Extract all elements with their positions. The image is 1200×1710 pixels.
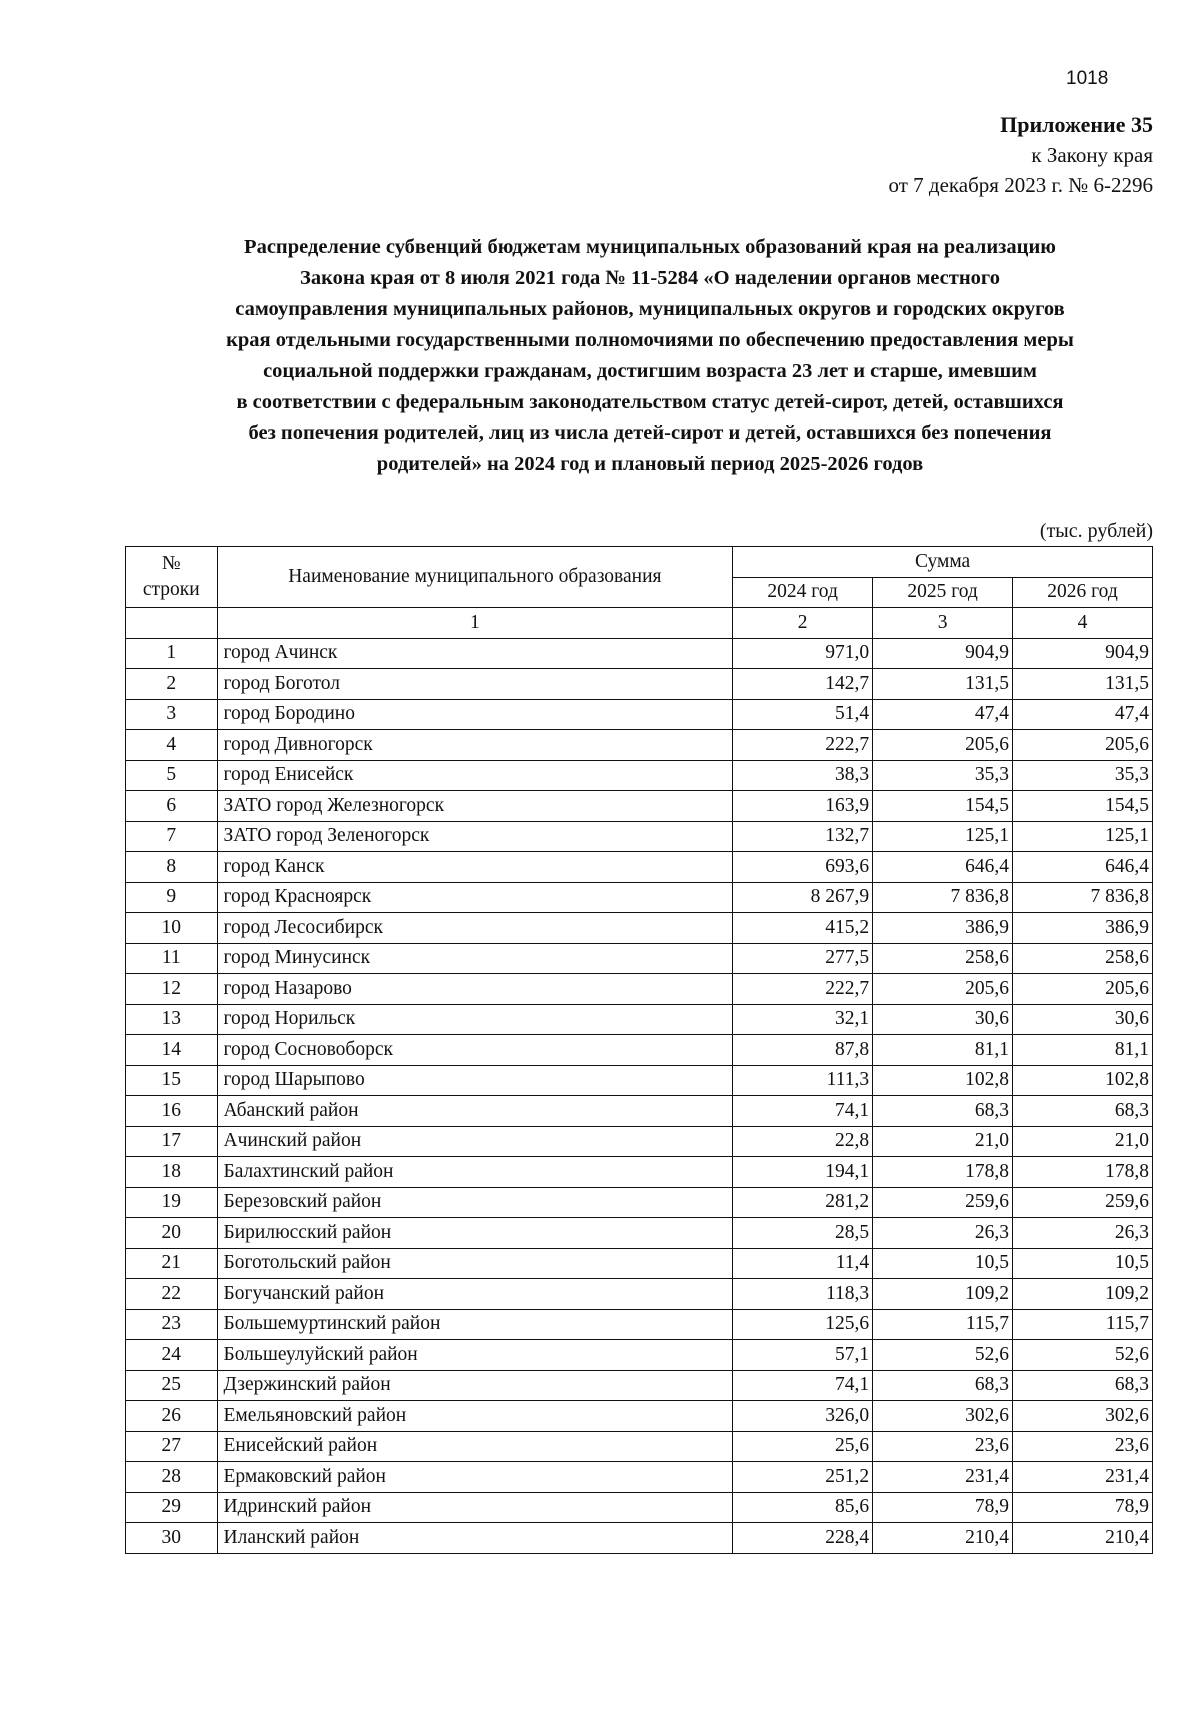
- table-row: [126, 669, 1153, 700]
- row-number: 26: [126, 1401, 218, 1432]
- amount-2024: 251,2: [733, 1462, 873, 1493]
- table-header-row: [126, 547, 1153, 578]
- municipality-name: город Минусинск: [217, 943, 733, 974]
- header-number-word: строки: [142, 579, 200, 600]
- title-line: Распределение субвенций бюджетам муниципальных образований края на реализацию: [244, 236, 1056, 258]
- row-number: 4: [126, 730, 218, 761]
- amount-2025: 78,9: [873, 1492, 1013, 1523]
- amount-2026: 125,1: [1013, 821, 1153, 852]
- header-sum: Сумма: [733, 547, 1153, 578]
- amount-2026: 26,3: [1013, 1218, 1153, 1249]
- title-line: в соответствии с федеральным законодательством статус детей-сирот, детей, оставшихся: [236, 391, 1064, 413]
- amount-2024: 163,9: [733, 791, 873, 822]
- row-number: 9: [126, 882, 218, 913]
- amount-2025: 52,6: [873, 1340, 1013, 1371]
- title-line: Закона края от 8 июля 2021 года № 11-5284 «О наделении органов местного: [300, 267, 1000, 289]
- amount-2025: 231,4: [873, 1462, 1013, 1493]
- table-row: [126, 1340, 1153, 1371]
- amount-2026: 231,4: [1013, 1462, 1153, 1493]
- row-number: 30: [126, 1523, 218, 1554]
- table-row: [126, 791, 1153, 822]
- row-number: 13: [126, 1004, 218, 1035]
- table-row: [126, 1492, 1153, 1523]
- amount-2024: 415,2: [733, 913, 873, 944]
- row-number: 27: [126, 1431, 218, 1462]
- amount-2024: 693,6: [733, 852, 873, 883]
- amount-2025: 109,2: [873, 1279, 1013, 1310]
- column-index: 2: [733, 608, 873, 639]
- row-number: 2: [126, 669, 218, 700]
- amount-2026: 21,0: [1013, 1126, 1153, 1157]
- table-row: [126, 1248, 1153, 1279]
- amount-2024: 971,0: [733, 638, 873, 669]
- municipality-name: ЗАТО город Железногорск: [217, 791, 733, 822]
- title-line: социальной поддержки гражданам, достигшим возраста 23 лет и старше, имевшим: [263, 360, 1037, 382]
- municipality-name: Балахтинский район: [217, 1157, 733, 1188]
- municipality-name: ЗАТО город Зеленогорск: [217, 821, 733, 852]
- row-number: 23: [126, 1309, 218, 1340]
- title-line: без попечения родителей, лиц из числа детей-сирот и детей, оставшихся без попечения: [248, 422, 1052, 444]
- column-index: 1: [217, 608, 733, 639]
- table-row: [126, 730, 1153, 761]
- amount-2026: 68,3: [1013, 1370, 1153, 1401]
- title-line: родителей» на 2024 год и плановый период 2025-2026 годов: [376, 453, 924, 475]
- amount-2026: 7 836,8: [1013, 882, 1153, 913]
- amount-2024: 25,6: [733, 1431, 873, 1462]
- municipality-name: город Сосновоборск: [217, 1035, 733, 1066]
- table-row: [126, 1035, 1153, 1066]
- amount-2024: 118,3: [733, 1279, 873, 1310]
- row-number: 28: [126, 1462, 218, 1493]
- amount-2025: 30,6: [873, 1004, 1013, 1035]
- amount-2026: 35,3: [1013, 760, 1153, 791]
- table-row: [126, 943, 1153, 974]
- table-row: [126, 1370, 1153, 1401]
- amount-2025: 47,4: [873, 699, 1013, 730]
- amount-2024: 11,4: [733, 1248, 873, 1279]
- header-year-2024: 2024 год: [733, 577, 873, 608]
- table-row: [126, 1431, 1153, 1462]
- amount-2026: 154,5: [1013, 791, 1153, 822]
- row-number: 17: [126, 1126, 218, 1157]
- amount-2024: 222,7: [733, 730, 873, 761]
- amount-2025: 178,8: [873, 1157, 1013, 1188]
- table-row: [126, 1004, 1153, 1035]
- municipality-name: город Бородино: [217, 699, 733, 730]
- row-number: 14: [126, 1035, 218, 1066]
- amount-2024: 51,4: [733, 699, 873, 730]
- amount-2024: 28,5: [733, 1218, 873, 1249]
- municipality-name: город Боготол: [217, 669, 733, 700]
- appendix-law-reference: к Закону края: [1031, 143, 1153, 167]
- amount-2026: 23,6: [1013, 1431, 1153, 1462]
- municipality-name: Абанский район: [217, 1096, 733, 1127]
- column-index: 3: [873, 608, 1013, 639]
- amount-2025: 210,4: [873, 1523, 1013, 1554]
- amount-2026: 210,4: [1013, 1523, 1153, 1554]
- municipality-name: Бирилюсский район: [217, 1218, 733, 1249]
- column-index: [126, 608, 218, 639]
- row-number: 6: [126, 791, 218, 822]
- amount-2025: 131,5: [873, 669, 1013, 700]
- table-row: [126, 1157, 1153, 1188]
- row-number: 5: [126, 760, 218, 791]
- amount-2026: 81,1: [1013, 1035, 1153, 1066]
- amount-2026: 102,8: [1013, 1065, 1153, 1096]
- amount-2026: 131,5: [1013, 669, 1153, 700]
- amount-2025: 35,3: [873, 760, 1013, 791]
- row-number: 11: [126, 943, 218, 974]
- municipality-name: Большемуртинский район: [217, 1309, 733, 1340]
- amount-2024: 8 267,9: [733, 882, 873, 913]
- amount-2024: 277,5: [733, 943, 873, 974]
- table-body: [126, 638, 1153, 1553]
- appendix-law-date: от 7 декабря 2023 г. № 6-2296: [888, 173, 1153, 197]
- amount-2025: 258,6: [873, 943, 1013, 974]
- municipality-name: город Назарово: [217, 974, 733, 1005]
- municipality-name: город Ачинск: [217, 638, 733, 669]
- amount-2026: 178,8: [1013, 1157, 1153, 1188]
- amount-2024: 125,6: [733, 1309, 873, 1340]
- table-row: [126, 1218, 1153, 1249]
- amount-2025: 68,3: [873, 1096, 1013, 1127]
- amount-2024: 85,6: [733, 1492, 873, 1523]
- row-number: 29: [126, 1492, 218, 1523]
- amount-2024: 57,1: [733, 1340, 873, 1371]
- amount-2026: 258,6: [1013, 943, 1153, 974]
- amount-2026: 47,4: [1013, 699, 1153, 730]
- header-number-sign: №: [161, 553, 181, 574]
- municipality-name: город Лесосибирск: [217, 913, 733, 944]
- municipality-name: Ачинский район: [217, 1126, 733, 1157]
- municipality-name: Дзержинский район: [217, 1370, 733, 1401]
- row-number: 7: [126, 821, 218, 852]
- amount-2026: 30,6: [1013, 1004, 1153, 1035]
- table-row: [126, 760, 1153, 791]
- row-number: 25: [126, 1370, 218, 1401]
- amount-2026: 646,4: [1013, 852, 1153, 883]
- row-number: 18: [126, 1157, 218, 1188]
- amount-2026: 10,5: [1013, 1248, 1153, 1279]
- amount-2026: 205,6: [1013, 730, 1153, 761]
- amount-2025: 646,4: [873, 852, 1013, 883]
- municipality-name: Иланский район: [217, 1523, 733, 1554]
- amount-2026: 302,6: [1013, 1401, 1153, 1432]
- municipality-name: Боготольский район: [217, 1248, 733, 1279]
- amount-2026: 115,7: [1013, 1309, 1153, 1340]
- amount-2024: 326,0: [733, 1401, 873, 1432]
- municipality-name: Ермаковский район: [217, 1462, 733, 1493]
- municipality-name: Богучанский район: [217, 1279, 733, 1310]
- amount-2025: 102,8: [873, 1065, 1013, 1096]
- row-number: 19: [126, 1187, 218, 1218]
- amount-2026: 78,9: [1013, 1492, 1153, 1523]
- row-number: 21: [126, 1248, 218, 1279]
- amount-2024: 87,8: [733, 1035, 873, 1066]
- amount-2026: 904,9: [1013, 638, 1153, 669]
- amount-2024: 132,7: [733, 821, 873, 852]
- table-row: [126, 1462, 1153, 1493]
- amount-2024: 222,7: [733, 974, 873, 1005]
- amount-2024: 281,2: [733, 1187, 873, 1218]
- amount-2025: 205,6: [873, 974, 1013, 1005]
- amount-2025: 23,6: [873, 1431, 1013, 1462]
- amount-2025: 302,6: [873, 1401, 1013, 1432]
- table-row: [126, 1309, 1153, 1340]
- table-row: [126, 1279, 1153, 1310]
- amount-2025: 26,3: [873, 1218, 1013, 1249]
- amount-2024: 142,7: [733, 669, 873, 700]
- title-line: края отдельными государственными полномочиями по обеспечению предоставления меры: [226, 329, 1074, 351]
- table-row: [126, 1187, 1153, 1218]
- amount-2024: 74,1: [733, 1096, 873, 1127]
- row-number: 15: [126, 1065, 218, 1096]
- municipality-name: город Дивногорск: [217, 730, 733, 761]
- subvention-table: [125, 546, 1153, 1554]
- amount-2026: 205,6: [1013, 974, 1153, 1005]
- municipality-name: город Норильск: [217, 1004, 733, 1035]
- row-number: 3: [126, 699, 218, 730]
- row-number: 20: [126, 1218, 218, 1249]
- municipality-name: город Енисейск: [217, 760, 733, 791]
- document-title: [120, 232, 1180, 480]
- table-row: [126, 821, 1153, 852]
- amount-2024: 194,1: [733, 1157, 873, 1188]
- page-number: 1018: [1066, 68, 1109, 89]
- amount-2026: 109,2: [1013, 1279, 1153, 1310]
- row-number: 8: [126, 852, 218, 883]
- row-number: 10: [126, 913, 218, 944]
- amount-2025: 259,6: [873, 1187, 1013, 1218]
- table-row: [126, 852, 1153, 883]
- municipality-name: Емельяновский район: [217, 1401, 733, 1432]
- row-number: 16: [126, 1096, 218, 1127]
- table-row: [126, 699, 1153, 730]
- header-year-2026: 2026 год: [1013, 577, 1153, 608]
- amount-2025: 154,5: [873, 791, 1013, 822]
- row-number: 12: [126, 974, 218, 1005]
- column-index: 4: [1013, 608, 1153, 639]
- column-index-row: [126, 608, 1153, 639]
- amount-2025: 21,0: [873, 1126, 1013, 1157]
- table-row: [126, 1126, 1153, 1157]
- row-number: 24: [126, 1340, 218, 1371]
- amount-2026: 259,6: [1013, 1187, 1153, 1218]
- amount-2025: 10,5: [873, 1248, 1013, 1279]
- table-row: [126, 1096, 1153, 1127]
- amount-2024: 32,1: [733, 1004, 873, 1035]
- amount-2025: 205,6: [873, 730, 1013, 761]
- header-municipality-name: Наименование муниципального образования: [217, 547, 733, 608]
- table-row: [126, 913, 1153, 944]
- table-row: [126, 1523, 1153, 1554]
- municipality-name: город Канск: [217, 852, 733, 883]
- municipality-name: город Красноярск: [217, 882, 733, 913]
- units-label: (тыс. рублей): [1039, 520, 1153, 542]
- row-number: 1: [126, 638, 218, 669]
- table-row: [126, 638, 1153, 669]
- municipality-name: Идринский район: [217, 1492, 733, 1523]
- amount-2025: 7 836,8: [873, 882, 1013, 913]
- title-line: самоуправления муниципальных районов, муниципальных округов и городских округов: [235, 298, 1065, 320]
- appendix-title: Приложение 35: [1000, 112, 1153, 137]
- amount-2024: 111,3: [733, 1065, 873, 1096]
- table-row: [126, 1065, 1153, 1096]
- amount-2025: 125,1: [873, 821, 1013, 852]
- amount-2025: 81,1: [873, 1035, 1013, 1066]
- amount-2025: 115,7: [873, 1309, 1013, 1340]
- municipality-name: Большеулуйский район: [217, 1340, 733, 1371]
- table-row: [126, 882, 1153, 913]
- amount-2024: 74,1: [733, 1370, 873, 1401]
- table-row: [126, 1401, 1153, 1432]
- amount-2025: 386,9: [873, 913, 1013, 944]
- municipality-name: Енисейский район: [217, 1431, 733, 1462]
- appendix-block: [889, 110, 1153, 200]
- row-number: 22: [126, 1279, 218, 1310]
- municipality-name: город Шарыпово: [217, 1065, 733, 1096]
- amount-2024: 22,8: [733, 1126, 873, 1157]
- header-row-number: [126, 547, 218, 608]
- header-year-2025: 2025 год: [873, 577, 1013, 608]
- amount-2026: 68,3: [1013, 1096, 1153, 1127]
- municipality-name: Березовский район: [217, 1187, 733, 1218]
- amount-2025: 68,3: [873, 1370, 1013, 1401]
- amount-2025: 904,9: [873, 638, 1013, 669]
- amount-2026: 52,6: [1013, 1340, 1153, 1371]
- amount-2024: 228,4: [733, 1523, 873, 1554]
- table-row: [126, 974, 1153, 1005]
- amount-2026: 386,9: [1013, 913, 1153, 944]
- amount-2024: 38,3: [733, 760, 873, 791]
